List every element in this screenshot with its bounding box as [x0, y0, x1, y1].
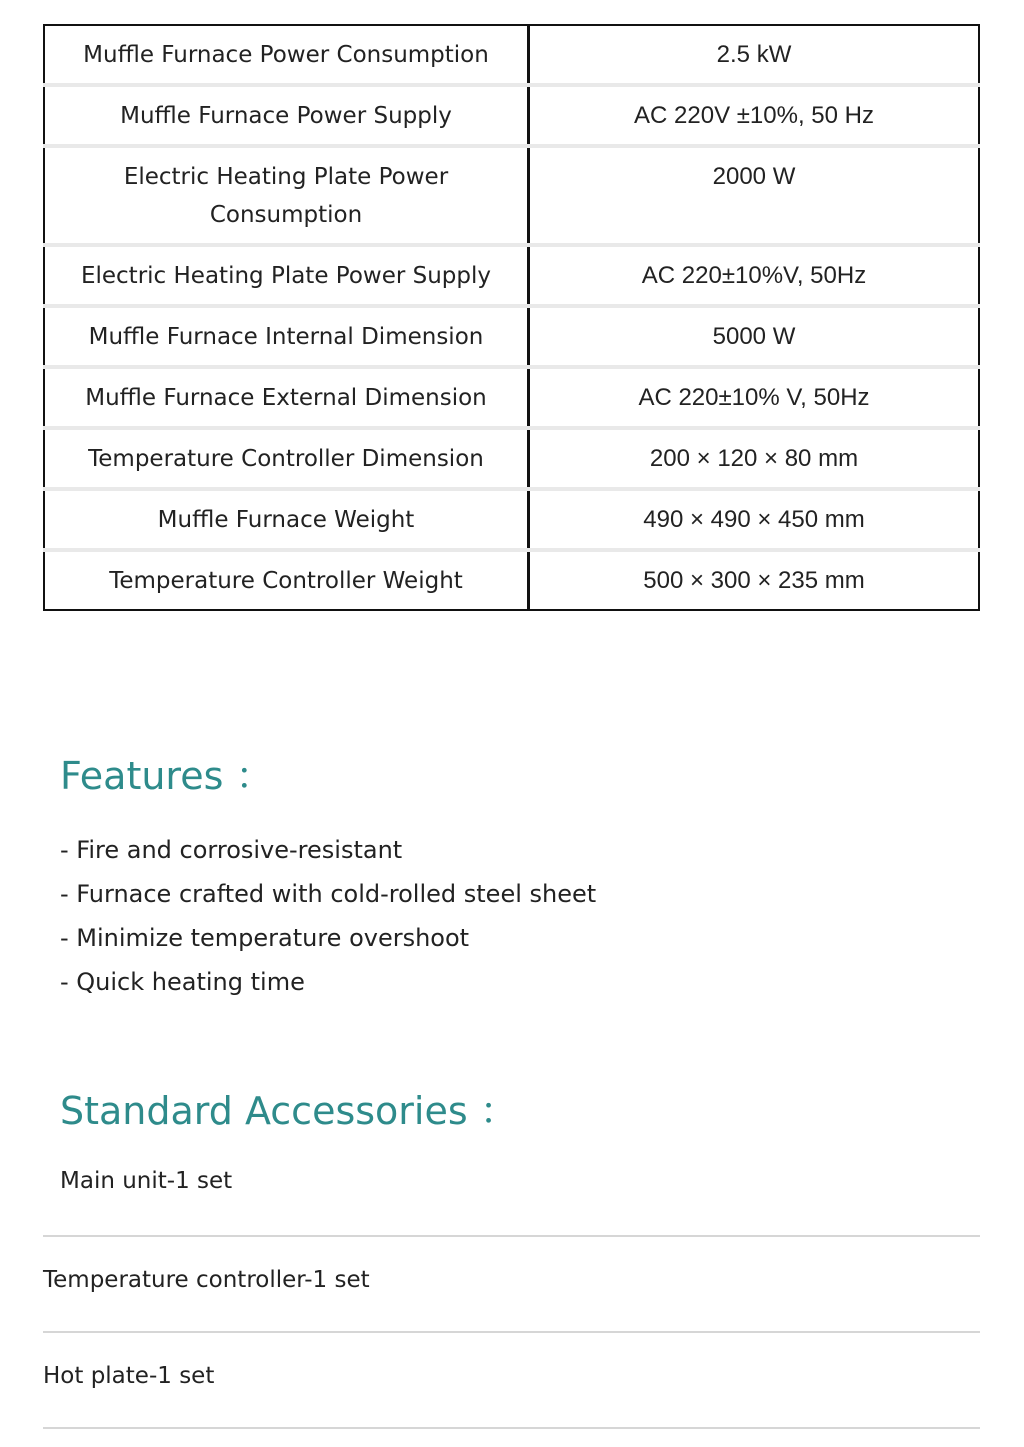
spec-label: Electric Heating Plate Power Supply	[44, 245, 529, 306]
table-row	[44, 85, 979, 146]
spec-value: 2.5 kW	[716, 41, 792, 68]
table-row	[44, 489, 979, 550]
spec-table	[43, 24, 980, 611]
accessories-heading: Standard Accessories ：	[60, 1089, 518, 1133]
table-row	[44, 550, 979, 610]
table-row	[44, 146, 979, 245]
table-row	[44, 428, 979, 489]
accessory-item: Main unit-1 set	[60, 1168, 233, 1194]
spec-label: Muffle Furnace External Dimension	[44, 367, 529, 428]
spec-value: AC 220±10%V, 50Hz	[529, 245, 980, 306]
spec-value: 500 × 300 × 235 mm	[529, 550, 980, 610]
spec-value: 200 × 120 × 80 mm	[529, 428, 980, 489]
spec-label: Muffle Furnace Internal Dimension	[44, 306, 529, 367]
accessory-item: Hot plate-1 set	[43, 1363, 215, 1389]
spec-label: Muffle Furnace Power Supply	[44, 85, 529, 146]
table-row	[44, 25, 979, 85]
spec-value: AC 220V ±10%, 50 Hz	[529, 85, 980, 146]
spec-value: 490 × 490 × 450 mm	[529, 489, 980, 550]
table-row	[44, 306, 979, 367]
spec-value: 2000 W	[529, 146, 980, 245]
list-item: - Fire and corrosive-resistant	[60, 836, 403, 864]
spec-value: 5000 W	[529, 306, 980, 367]
divider	[43, 1235, 980, 1237]
spec-value: AC 220±10% V, 50Hz	[529, 367, 980, 428]
table-row	[44, 367, 979, 428]
spec-label: Temperature Controller Dimension	[44, 428, 529, 489]
features-heading: Features ：	[60, 754, 274, 798]
list-item: - Furnace crafted with cold-rolled steel sheet	[60, 880, 597, 908]
table-row	[44, 245, 979, 306]
list-item: - Minimize temperature overshoot	[60, 924, 470, 952]
spec-label: Muffle Furnace Power Consumption	[44, 25, 529, 85]
divider	[43, 1331, 980, 1333]
spec-label: Electric Heating Plate Power Consumption	[44, 146, 529, 245]
accessory-item: Temperature controller-1 set	[43, 1267, 370, 1293]
spec-label: Temperature Controller Weight	[44, 550, 529, 610]
list-item: - Quick heating time	[60, 968, 305, 996]
features-list	[60, 828, 596, 1004]
spec-label: Muffle Furnace Weight	[44, 489, 529, 550]
divider	[43, 1427, 980, 1429]
